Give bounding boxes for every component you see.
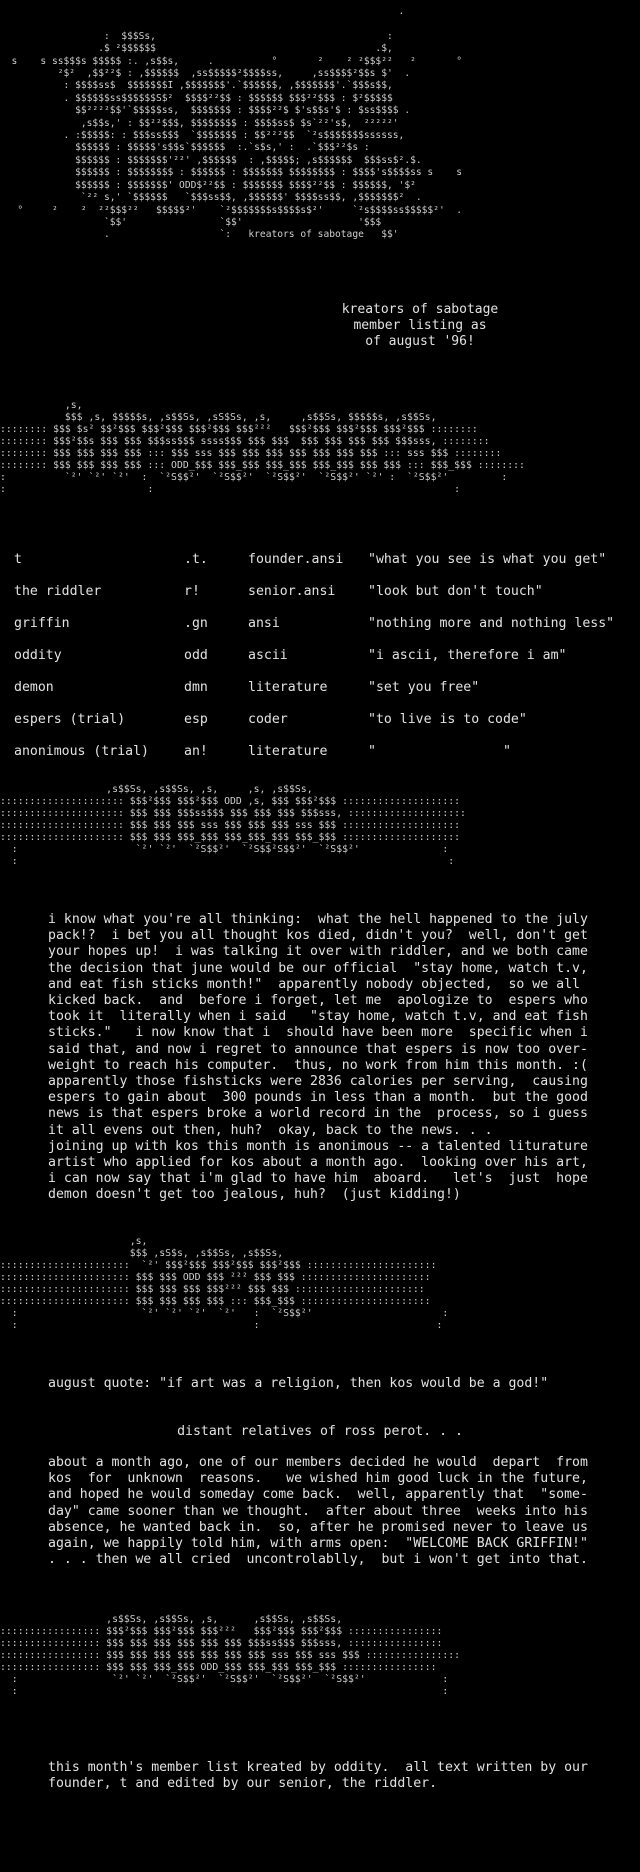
member-name: demon: [14, 679, 54, 695]
news-body: i know what you're all thinking: what the hell happened to the july pack!? i bet you all thought kos died, didn't you? well, don't get your hopes up! i was talking it over with riddler, and we both came the decision that june would be our official "stay home, watch t.v, and eat fish sticks month!" apparently nobody objected, so we all kicked back. and before i forget, let me apologize to espers who took it literally when i said "stay home, watch t.v, and eat fish sticks." i now know that i should have been more specific when i said that, and now i regret to announce that espers is now too over- weight to reach his computer. thus, no work from him this month. :( apparently those fishsticks were 2836 calories per serving, causing espers to gain about 300 pounds in less than a month. but the good news is that espers broke a world record in the process, so i guess it all evens out then, huh? okay, back to the news. . . joining up with kos this month is anonimous -- a talented liturature artist who applied for kos about a month ago. looking over his art, i can now say that i'm glad to have him aboard. let's just hope demon doesn't get too jealous, huh? (just kidding!): [48, 912, 588, 1203]
member-name: espers (trial): [14, 711, 126, 727]
logo-tagline: [320, 302, 520, 350]
credits-header-art: ,s$$Ss, ,s$$Ss, ,s, ,s$$Ss, ,s$$Ss, ::::::::::::::::: $$$²$$$ $$$²$$$ $$$²²² $$$²$$$ $$$²$$$ :::::::::::::::: ::::::::::::::::: $$$ $$$ $$$ $$$ $$$ $$$ $$$ss$$$ $$$sss, :::::::::::::::: ::::::::::::::::: $$$ $$$ $$$ $$$ $$$ $$$ $$$ sss $$$ sss $$$ :::::::::::::::: ::::::::::::::::: $$$ $$$ $$$_$$$ ODD_$$$ $$$_$$$ $$$_$$$ :::::::::::::::: : `²' `²' `²S$$²' `²S$$²' `²S$$²' `²S$$²' : : :: [0, 1614, 461, 1697]
member-list: [14, 543, 618, 767]
member-name: t: [14, 551, 22, 567]
member-row: [14, 543, 618, 575]
member-quote: "look but don't touch": [368, 583, 543, 599]
member-row: [14, 575, 618, 607]
members-header-art: ,s, $$$ ,s, $$$$$s, ,s$$Ss, ,sS$Ss, ,s, ,s$$Ss, $$$$$s, ,s$$Ss, :::::::: $$$ $s² $$²$$$ $$$²$$$ $$$²$$$ $$$²²² $$$²$$$ $$$²$$$ $$$²$$$ :::::::: :::::::: $$$²$$s $$$ $$$ $$$ss$$$ ssss$$$ $$$ $$$ $$$ $$$ $$$ $$$ $$$sss, :::::::: :::::::: $$$ $$$ $$$ $$$ ::: $$$ sss $$$ $$$ $$$ $$$ $$$ $$$ $$$ ::: sss $$$ :::::::: :::::::: $$$ $$$ $$$ $$$ ::: ODD_$$$ $$$_$$$ $$$_$$$ $$$_$$$ $$$ $$$ ::: $$$_$$$ :::::::: : `²' `²' `²' : `²S$$²' `²S$$²' `²S$$²' `²S$$²' `²' : `²S$$²' : : : :: [0, 400, 525, 495]
misc-header-art: ,s, $$$ ,sS$s, ,s$$Ss, ,s$$Ss, :::::::::::::::::::::: `²' $$$²$$$ $$$²$$$ $$$²$$$ :::::::::::::::::::::: :::::::::::::::::::::: $$$ $$$ ODD $$$ ²²² $$$ $$$ :::::::::::::::::::::: :::::::::::::::::::::: $$$ $$$ $$$ $$$²²² $$$ $$$ :::::::::::::::::::::: :::::::::::::::::::::: $$$ $$$ $$$ $$$ ::: $$$_$$$ :::::::::::::::::::::: : `²' `²' `²' `²' : `²S$$²' : : : :: [0, 1236, 449, 1331]
news-header-art: ,s$$Ss, ,s$$Ss, ,s, ,s, ,s$$Ss, ::::::::::::::::::::: $$$²$$$ $$$²$$$ ODD ,s, $$$ $$$²$$$ :::::::::::::::::::: ::::::::::::::::::::: $$$ $$$ $$$ss$$$ $$$ $$$ $$$ $$$sss, :::::::::::::::::::: ::::::::::::::::::::: $$$ $$$ $$$ sss $$$ $$$ $$$ sss $$$ :::::::::::::::::::: ::::::::::::::::::::: $$$ $$$ $$$_$$$ $$$_$$$_$$$ $$$_$$$ :::::::::::::::::::: : `²' `²' `²S$$²' `²S$$²S$$²' `²S$$²' : : :: [0, 784, 466, 867]
member-row: [14, 735, 618, 767]
member-quote: "i ascii, therefore i am": [368, 647, 567, 663]
member-name: anonimous (trial): [14, 743, 149, 759]
member-quote: " ": [368, 743, 511, 759]
member-role: senior.ansi: [248, 583, 336, 599]
member-tag: odd: [184, 647, 208, 663]
member-role: literature: [248, 679, 328, 695]
section-heading: distant relatives of ross perot. . .: [177, 1424, 463, 1439]
misc-body: about a month ago, one of our members decided he would depart from kos for unknown reasons. we wished him good luck in the future, and hoped he would someday come back. well, apparently that "some- day" came sooner than we thought. after about three weeks into his absence, he wanted back in. so, after he promised never to leave us again, we happily told him, with arms open: "WELCOME BACK GRIFFIN!" . . . then we all cried uncontrolablly, but i won't get into that.: [48, 1455, 588, 1568]
member-name: the riddler: [14, 583, 102, 599]
kos-logo-art: . : $$$Ss, : .$ ²$$$$$$ .$, s s ss$$$s $$$$$ :. ,s$$s, . ° ² ² ²$$$²² ² ° ²$² ,$$²²$ : ,$$$$$$ ,ss$$$$$²$$$$ss, ,ss$$$$²$$s $' . : $$$$ss$ $$$$$$$I ,$$$$$$$'.`$$$$$$, ,$$$$$$$'.`$$$s$$, . $$$$$$ss$$$$$$S$² $$$$²²$$ : $$$$$$ $$$²²$$$ : $²$$$$$ $$²²²²$$'`$$$$$ss, $$$$$$$ : $$$$²²$ $'s$$s'$ : $ss$$$$ . ,s$$s,' : $$²²$$$, $$$$$$$$ : $$$$ss$ $s`²²'s$, ²²²²²' . :$$$$$: : $$$ss$$$ `$$$$$$$ : $$²²²$$ `²s$$$$$$$ssssss, $$$$$$ : $$$$$'s$$s`$$$$$$ :.`s$s,' : .`$$$²²$s : $$$$$$ : $$$$$$$'²²' ,$$$$$$ : ,$$$$$; ,s$$$$$$ $$$ss$².$. $$$$$$ : $$$$$$$$ : $$$$$$ : $$$$$$$ $$$$$$$$ : $$$$'s$$$$ss s s $$$$$$ : $$$$$$$' ODD$²²$$ : $$$$$$$ $$$$²²$$ : $$$$$$, '$² `²² s,' `$$$$$$ `$$$ss$$, ,$$$$$$' $$$$ss$$, ,$$$$$$$² . ° ² ² ²²$$$²² $$$$$²' `²$$$$$$$s$$$$s$²' `²s$$$$ss$$$$$²' . `$$' `$$' '$$$ . `: kreators of sabotage $$': [11, 6, 463, 241]
tagline-line-3: of august '96!: [365, 334, 475, 349]
member-quote: "to live is to code": [368, 711, 527, 727]
member-row: [14, 607, 618, 639]
tagline-line-2: member listing as: [353, 318, 487, 333]
member-tag: esp: [184, 711, 208, 727]
member-role: literature: [248, 743, 328, 759]
member-quote: "set you free": [368, 679, 480, 695]
tagline-line-1: kreators of sabotage: [341, 302, 499, 317]
member-row: [14, 639, 618, 671]
credits-body: this month's member list kreated by oddity. all text written by our founder, t and edited by our senior, the riddler.: [48, 1760, 588, 1792]
member-tag: an!: [184, 743, 208, 759]
member-role: ascii: [248, 647, 288, 663]
member-role: ansi: [248, 615, 280, 631]
member-row: [14, 703, 618, 735]
member-name: oddity: [14, 647, 62, 663]
member-row: [14, 671, 618, 703]
member-tag: dmn: [184, 679, 208, 695]
member-tag: r!: [184, 583, 200, 599]
member-role: founder.ansi: [248, 551, 344, 567]
member-tag: .t.: [184, 551, 208, 567]
member-quote: "what you see is what you get": [368, 551, 607, 567]
member-name: griffin: [14, 615, 70, 631]
member-quote: "nothing more and nothing less": [368, 615, 615, 631]
august-quote: august quote: "if art was a religion, then kos would be a god!": [48, 1376, 549, 1391]
member-tag: .gn: [184, 615, 208, 631]
member-role: coder: [248, 711, 288, 727]
